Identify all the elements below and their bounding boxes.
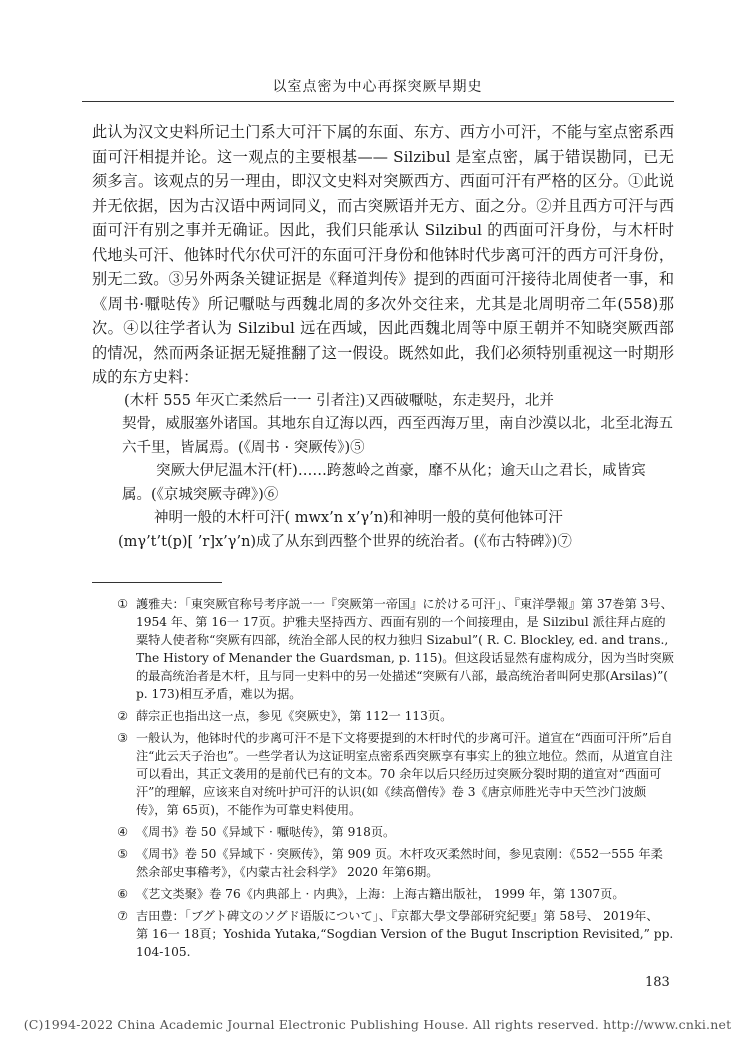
footnote-text: 吉田豊：「ブグト碑文のソグド语版について」、『京都大學文學部研究紀要』第 58号、 2019年、 第 16一 18頁；Yoshida Yutaka,“Sogdian Version of the Bugut Inscription Revisited,” pp. 104-105. — [136, 909, 674, 959]
footnote-number: ③ — [117, 731, 128, 745]
quote-jingcheng: 突厥大伊尼温木汗(杆)……跨葱岭之酋豪，靡不从化；逾天山之君长，咸皆宾属。(《京城突厥寺碑》)⑥ — [122, 463, 646, 503]
footnote-number: ⑤ — [117, 847, 128, 861]
quote-zhoushu-1: (木杆 555 年灭亡柔然后一一 引者注)又西破嚈哒，东走契丹，北并 — [124, 392, 554, 409]
footnote — [108, 729, 674, 819]
footnote — [108, 885, 674, 903]
footnote-divider — [92, 582, 222, 583]
footnote-text: 《周书》卷 50《异域下 · 突厥传》，第 909 页。木杆攻灭柔然时间，参见袁刚：《552一555 年柔然余部史事稽考》，《内蒙古社会科学》 2020 年第6期。 — [136, 847, 663, 879]
footnote — [108, 907, 674, 961]
quote-zhoushu-2: 契骨，威服塞外诸国。其地东自辽海以西，西至西海万里，南自沙漠以北，北至北海五六千里，皆属焉。(《周书 · 突厥传》)⑤ — [122, 416, 673, 456]
body-paragraph: 此认为汉文史料所记土门系大可汗下属的东面、东方、西方小可汗，不能与室点密系西面可汗相提并论。这一观点的主要根基—— Silzibul 是室点密，属于错误勘同，已无须多言。该观点的另一理由，即汉文史料对突厥西方、西面可汗有严格的区分。①此说并无依据，因为古汉语中两词同义，而古突厥语并无方、面之分。②并且西方可汗与西面可汗有别之事并无确证。因此，我们只能承认 Silzibul 的西面可汗身份，与木杆时代地头可汗、他钵时代尔伏可汗的东面可汗身份和他钵时代步离可汗的西方可汗身份，别无二致。③另外两条关键证据是《释道判传》提到的西面可汗接待北周使者一事，和《周书·嚈哒传》所记嚈哒与西魏北周的多次外交往来，尤其是北周明帝二年(558)那次。④以往学者认为 Silzibul 远在西域，因此西魏北周等中原王朝并不知晓突厥西部的情况，然而两条证据无疑推翻了这一假设。既然如此，我们必须特别重视这一时期形成的东方史料： — [92, 123, 674, 386]
quote-bugut-1: 神明一般的木杆可汗( mwx’n x’γ’n)和神明一般的莫何他钵可汗 — [154, 510, 563, 526]
running-header: 以室点密为中心再探突厥早期史 — [272, 79, 483, 95]
footnote-number: ⑦ — [117, 909, 128, 923]
footnote-number: ① — [117, 597, 128, 611]
page-number: 183 — [645, 975, 670, 990]
footnote — [108, 707, 674, 725]
footnotes-section — [108, 595, 674, 965]
footnote-text: 《周书》卷 50《异域下 · 嚈哒传》，第 918页。 — [136, 825, 396, 839]
footnote — [108, 823, 674, 841]
footnote-text: 《艺文类聚》卷 76《内典部上 · 内典》，上海：上海古籍出版社， 1999 年，第 1307页。 — [136, 887, 625, 901]
footnote-number: ④ — [117, 825, 128, 839]
quote-bugut-2: (mγ’t’t(p)[ ’r]x’γ’n)成了从东到西整个世界的统治者。(《布古特碑》)⑦ — [118, 533, 572, 550]
footnote — [108, 595, 674, 703]
footnote-number: ⑥ — [117, 887, 128, 901]
header-divider — [82, 101, 674, 102]
footnote-text: 薛宗正也指出这一点，参见《突厥史》，第 112一 113页。 — [136, 709, 453, 723]
footnote-text: 一般认为，他钵时代的步离可汗不是下文将要提到的木杆时代的步离可汗。道宣在“西面可汗所”后自注“此云天子治也”。一些学者认为这证明室点密系西突厥享有事实上的独立地位。然而，从道宣自注可以看出，其正文袭用的是前代已有的文本。70 余年以后只经历过突厥分裂时期的道宣对“西面可汗”的理解，应该来自对统叶护可汗的认识(如《续高僧传》卷 3《唐京师胜光寺中天竺沙门波颇传》，第 65页)，不能作为可靠史料使用。 — [136, 731, 673, 817]
footnote-number: ② — [117, 709, 128, 723]
copyright-notice: (C)1994-2022 China Academic Journal Electronic Publishing House. All rights reserved. http://www.cnki.net — [23, 1017, 732, 1032]
footnote-text: 護雅夫：「東突厥官称号考序説一一『突厥第一帝国』に於ける可汗」、『東洋學報』第 37巻第 3号、 1954 年、第 16一 17页。护雅夫坚持西方、西面有别的一个间接理由，是 Silzibul 派往拜占庭的粟特人使者称“突厥有四部，统治全部人民的权力独归 Sizabul”( R. C. Blockley, ed. and trans., The History of Menander the Guardsman, p. 115)。但这段话显然有虚构成分，因为当时突厥的最高统治者是木杆，且与同一史料中的另一处描述“突厥有八部，最高统治者叫阿史那(Arsilas)”( p. 173)相互矛盾，难以为据。 — [136, 597, 674, 701]
main-body — [92, 120, 674, 554]
footnote — [108, 845, 674, 881]
